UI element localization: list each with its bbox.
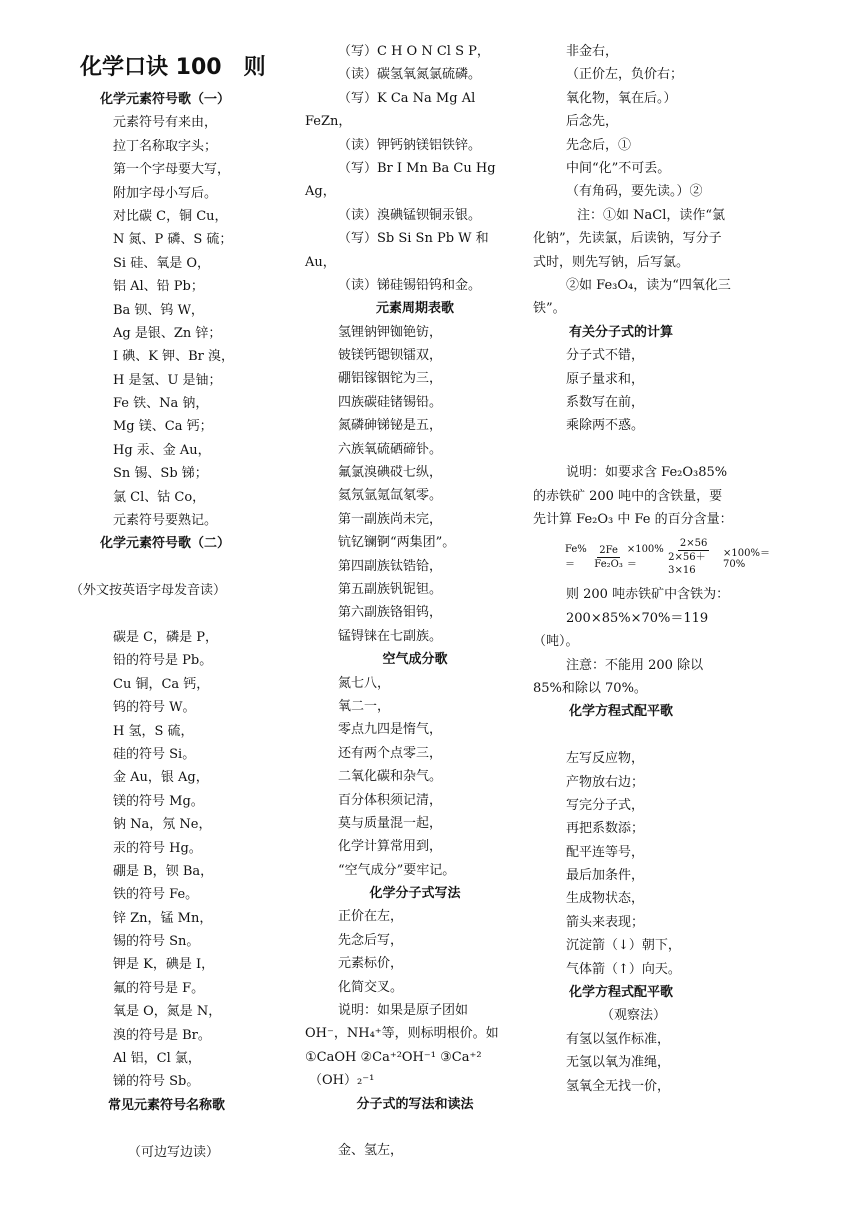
- verse-line: 氮七八，: [338, 675, 391, 691]
- fraction-denominator: 2×56＋3×16: [668, 552, 706, 577]
- verse-line: N 氮、P 磷、S 硫；: [113, 232, 233, 248]
- symbols-1-verse: [80, 111, 305, 532]
- column-3: [533, 40, 778, 1098]
- verse-line: 零点九四是惰气，: [338, 722, 443, 738]
- verse-line: “空气成分”要牢记。: [338, 862, 456, 878]
- verse-line: 钠 Na，氖 Ne，: [113, 817, 212, 833]
- verse-line: 锡的符号 Sn。: [113, 934, 200, 950]
- verse-line: （写）K Ca Na Mg Al: [338, 90, 476, 106]
- fraction-numerator: 2Fe: [599, 544, 618, 556]
- verse-line: 第四副族钛锆铪，: [338, 558, 443, 574]
- verse-line: 莫与质量混一起，: [338, 815, 443, 831]
- verse-line: 四族碳硅锗锡铅。: [338, 394, 443, 410]
- balancing-verse: [533, 747, 778, 981]
- verse-line: 分子式不错，: [566, 348, 645, 364]
- verse-line: 拉丁名称取字头；: [113, 138, 218, 154]
- verse-line: 氧是 O，氮是 N，: [113, 1004, 222, 1020]
- verse-line: 非金右，: [566, 44, 619, 59]
- caution-paragraph: 注意：不能用 200 除以 85%和除以 70%。: [533, 657, 704, 696]
- verse-line: 配平连等号，: [566, 844, 645, 860]
- verse-line: 氯 Cl、钴 Co，: [113, 489, 206, 505]
- verse-line: 还有两个点零三，: [338, 745, 443, 761]
- verse-line: 氟的符号是 F。: [113, 980, 205, 996]
- formula-result: ×100%＝70%: [722, 548, 770, 571]
- verse-line: （写）Br I Mn Ba Cu Hg: [338, 160, 496, 176]
- verse-line: 最后加条件，: [566, 868, 645, 884]
- verse-line: 硼是 B，钡 Ba，: [113, 863, 214, 879]
- verse-line: 产物放右边；: [566, 774, 645, 790]
- verse-line: 生成物状态，: [566, 891, 645, 907]
- common-symbols-note: （可边写边读）: [128, 1144, 220, 1160]
- verse-line: Ba 钡、钨 W，: [113, 302, 204, 318]
- column-1: [70, 40, 305, 1164]
- verse-line: 乘除两不惑。: [566, 418, 645, 434]
- verse-line: 钨的符号 W。: [113, 700, 196, 716]
- verse-line: （读）锑硅锡铅钨和金。: [338, 277, 482, 293]
- formula-note-line: 说明：如果是原子团如: [338, 1003, 469, 1019]
- verse-line: （读）溴碘锰钡铜汞银。: [338, 207, 482, 223]
- formula-fraction-1: [592, 544, 625, 571]
- verse-line: 元素符号要熟记。: [113, 513, 218, 529]
- verse-line: 先念后写，: [338, 932, 404, 948]
- page-title: 化学口诀 100 则: [80, 55, 266, 80]
- symbols-2-note: （外文按英语字母发音读）: [70, 583, 227, 599]
- verse-line: 写完分子式，: [566, 797, 645, 813]
- verse-line: 气体箭（↑）向天。: [566, 961, 681, 977]
- verse-line: 后念先，: [566, 114, 619, 130]
- formula-note-line: （OH）₂⁻¹: [309, 1073, 375, 1089]
- verse-line: 第五副族钒铌钽。: [338, 581, 443, 597]
- verse-line: FeZn，: [305, 114, 352, 130]
- verse-line: 铅的符号是 Pb。: [113, 653, 213, 669]
- verse-line: 氟氯溴碘砹七纵，: [338, 465, 443, 481]
- formula-middle: ×100%＝: [626, 544, 664, 571]
- verse-line: 有氢以氢作标准，: [566, 1031, 671, 1047]
- verse-line: （读）钾钙钠镁铝铁锌。: [338, 137, 482, 153]
- verse-line: （写）C H O N Cl S P，: [338, 44, 490, 59]
- verse-line: Ag 是银、Zn 锌；: [113, 325, 222, 341]
- verse-line: （有角码，要先读。）②: [566, 184, 703, 200]
- verse-line: 锌 Zn，锰 Mn，: [113, 910, 213, 926]
- verse-line: 碳是 C，磷是 P，: [113, 629, 218, 645]
- verse-line: Sn 锡、Sb 锑；: [113, 466, 208, 482]
- section-title-symbols-2: 化学元素符号歌（二）: [100, 536, 231, 552]
- formula-note-line: ①CaOH ②Ca⁺²OH⁻¹ ③Ca⁺²: [305, 1049, 482, 1065]
- formula-lhs: Fe%＝: [565, 544, 587, 571]
- result-paragraph: 则 200 吨赤铁矿中含铁为：: [566, 587, 730, 603]
- formula-note-line: OH⁻，NH₄⁺等，则标明根价。如: [305, 1026, 499, 1042]
- balancing-2-note: （观察法）: [601, 1008, 667, 1024]
- verse-line: 化学计算常用到，: [338, 839, 443, 855]
- verse-line: 氢锂钠钾铷铯钫，: [338, 324, 443, 340]
- verse-line: 氢氧全无找一价，: [566, 1078, 671, 1094]
- note-paragraph: ②如 Fe₃O₄，读为“四氧化三铁”。: [533, 277, 731, 317]
- read-write-verse: [533, 40, 778, 204]
- section-title-calculation: 有关分子式的计算: [569, 324, 674, 340]
- verse-line: 元素符号有来由，: [113, 115, 218, 131]
- section-title-common-symbols: 常见元素符号名称歌: [108, 1097, 226, 1113]
- calculation-note: 说明：如要求含 Fe₂O₃85%的赤铁矿 200 吨中的含铁量，要先计算 Fe₂O₃ 中 Fe 的百分含量：: [533, 465, 733, 527]
- verse-line: 正价在左，: [338, 909, 404, 925]
- verse-line: 镁的符号 Mg。: [113, 793, 204, 809]
- verse-line: 溴的符号是 Br。: [113, 1027, 211, 1043]
- column-2: [305, 40, 525, 1163]
- formula-verse: [305, 905, 525, 999]
- air-verse: [305, 672, 525, 883]
- verse-line: （写）Sb Si Sn Pb W 和: [338, 231, 489, 247]
- verse-line: 氮磷砷锑铋是五，: [338, 418, 443, 434]
- verse-line: Hg 汞、金 Au，: [113, 442, 211, 458]
- verse-line: 原子量求和，: [566, 371, 645, 387]
- periodic-verse: [305, 321, 525, 648]
- fraction-denominator: Fe₂O₃: [594, 558, 623, 570]
- verse-line: 硼铝镓铟铊为三，: [338, 371, 443, 387]
- section-title-symbols-1: 化学元素符号歌（一）: [100, 92, 231, 107]
- iron-percentage-formula: [533, 531, 778, 583]
- verse-line: 中间“化”不可丢。: [566, 160, 671, 176]
- section-title-air: 空气成分歌: [382, 652, 448, 668]
- verse-line: H 氢，S 硫，: [113, 723, 194, 739]
- note-paragraph: 注：①如 NaCl，读作“氯化钠”，先读氯，后读钠，写分子式时，则先写钠，后写氯。: [533, 207, 726, 270]
- verse-line: 左写反应物，: [566, 751, 645, 767]
- calculation-verse: [533, 344, 778, 438]
- write-read-verse: [305, 40, 525, 297]
- verse-line: 铝 Al、铅 Pb；: [113, 279, 204, 295]
- verse-line: Au，: [305, 254, 336, 270]
- verse-line: 先念后，①: [566, 137, 632, 153]
- verse-line: 百分体积须记清，: [338, 792, 443, 808]
- symbols-2-verse: [80, 626, 305, 1094]
- verse-line: 二氧化碳和杂气。: [338, 769, 443, 785]
- section-title-balancing-2: 化学方程式配平歌: [569, 985, 674, 1001]
- verse-line: H 是氢、U 是铀；: [113, 372, 222, 388]
- verse-line: 第六副族铬钼钨，: [338, 605, 443, 621]
- verse-line: 硅的符号 Si。: [113, 746, 196, 762]
- verse-line: 锰锝铼在七副族。: [338, 628, 443, 644]
- verse-line: 箭头来表现；: [566, 914, 645, 930]
- verse-line: I 碘、K 钾、Br 溴，: [113, 349, 235, 365]
- verse-line: （正价左，负价右；: [566, 67, 684, 83]
- result-line: 200×85%×70%＝119: [566, 610, 709, 626]
- verse-line: 无氢以氧为准绳，: [566, 1055, 671, 1071]
- verse-line: Mg 镁、Ca 钙；: [113, 419, 213, 435]
- section-title-periodic-table: 元素周期表歌: [375, 301, 454, 317]
- verse-line: 元素标价，: [338, 956, 404, 972]
- verse-line: 附加字母小写后。: [113, 185, 218, 201]
- section-title-formula-writing: 化学分子式写法: [369, 886, 461, 902]
- verse-line: 第一个字母要大写，: [113, 162, 231, 178]
- verse-line: 锑的符号 Sb。: [113, 1074, 200, 1090]
- verse-line: 氦氖氩氪氙氡零。: [338, 488, 443, 504]
- verse-line: 金、氢左，: [338, 1143, 404, 1159]
- section-title-balancing: 化学方程式配平歌: [569, 704, 674, 720]
- verse-line: 铁的符号 Fe。: [113, 887, 199, 903]
- formula-fraction-2: [666, 537, 721, 577]
- fraction-numerator: 2×56: [679, 538, 708, 550]
- verse-line: 对比碳 C，铜 Cu，: [113, 208, 228, 224]
- verse-line: Al 铝，Cl 氯，: [113, 1051, 201, 1067]
- verse-line: 第一副族尚未完，: [338, 511, 443, 527]
- verse-line: 化简交叉。: [338, 979, 404, 995]
- verse-line: Fe 铁、Na 钠，: [113, 396, 209, 412]
- section-title-read-write: 分子式的写法和读法: [356, 1096, 474, 1112]
- verse-line: 再把系数添；: [566, 821, 645, 837]
- verse-line: 钾是 K，碘是 I，: [113, 957, 215, 973]
- verse-line: （读）碳氢氧氮氯硫磷。: [338, 67, 482, 83]
- verse-line: 金 Au，银 Ag，: [113, 770, 209, 786]
- verse-line: Cu 铜，Ca 钙，: [113, 676, 210, 692]
- verse-line: 沉淀箭（↓）朝下，: [566, 938, 681, 954]
- verse-line: 铍镁钙锶钡镭双，: [338, 348, 443, 364]
- verse-line: 氧化物，氧在后。）: [566, 90, 677, 106]
- verse-line: 汞的符号 Hg。: [113, 840, 202, 856]
- verse-line: 钪钇镧锕“两集团”。: [338, 535, 456, 551]
- result-line: （吨）。: [533, 634, 579, 650]
- verse-line: Si 硅、氧是 O，: [113, 255, 210, 271]
- verse-line: 系数写在前，: [566, 394, 645, 410]
- verse-line: 氧二一，: [338, 698, 391, 714]
- verse-line: 六族氧硫硒碲钋。: [338, 441, 443, 457]
- verse-line: Ag，: [305, 184, 336, 200]
- balancing-2-verse: [533, 1028, 778, 1098]
